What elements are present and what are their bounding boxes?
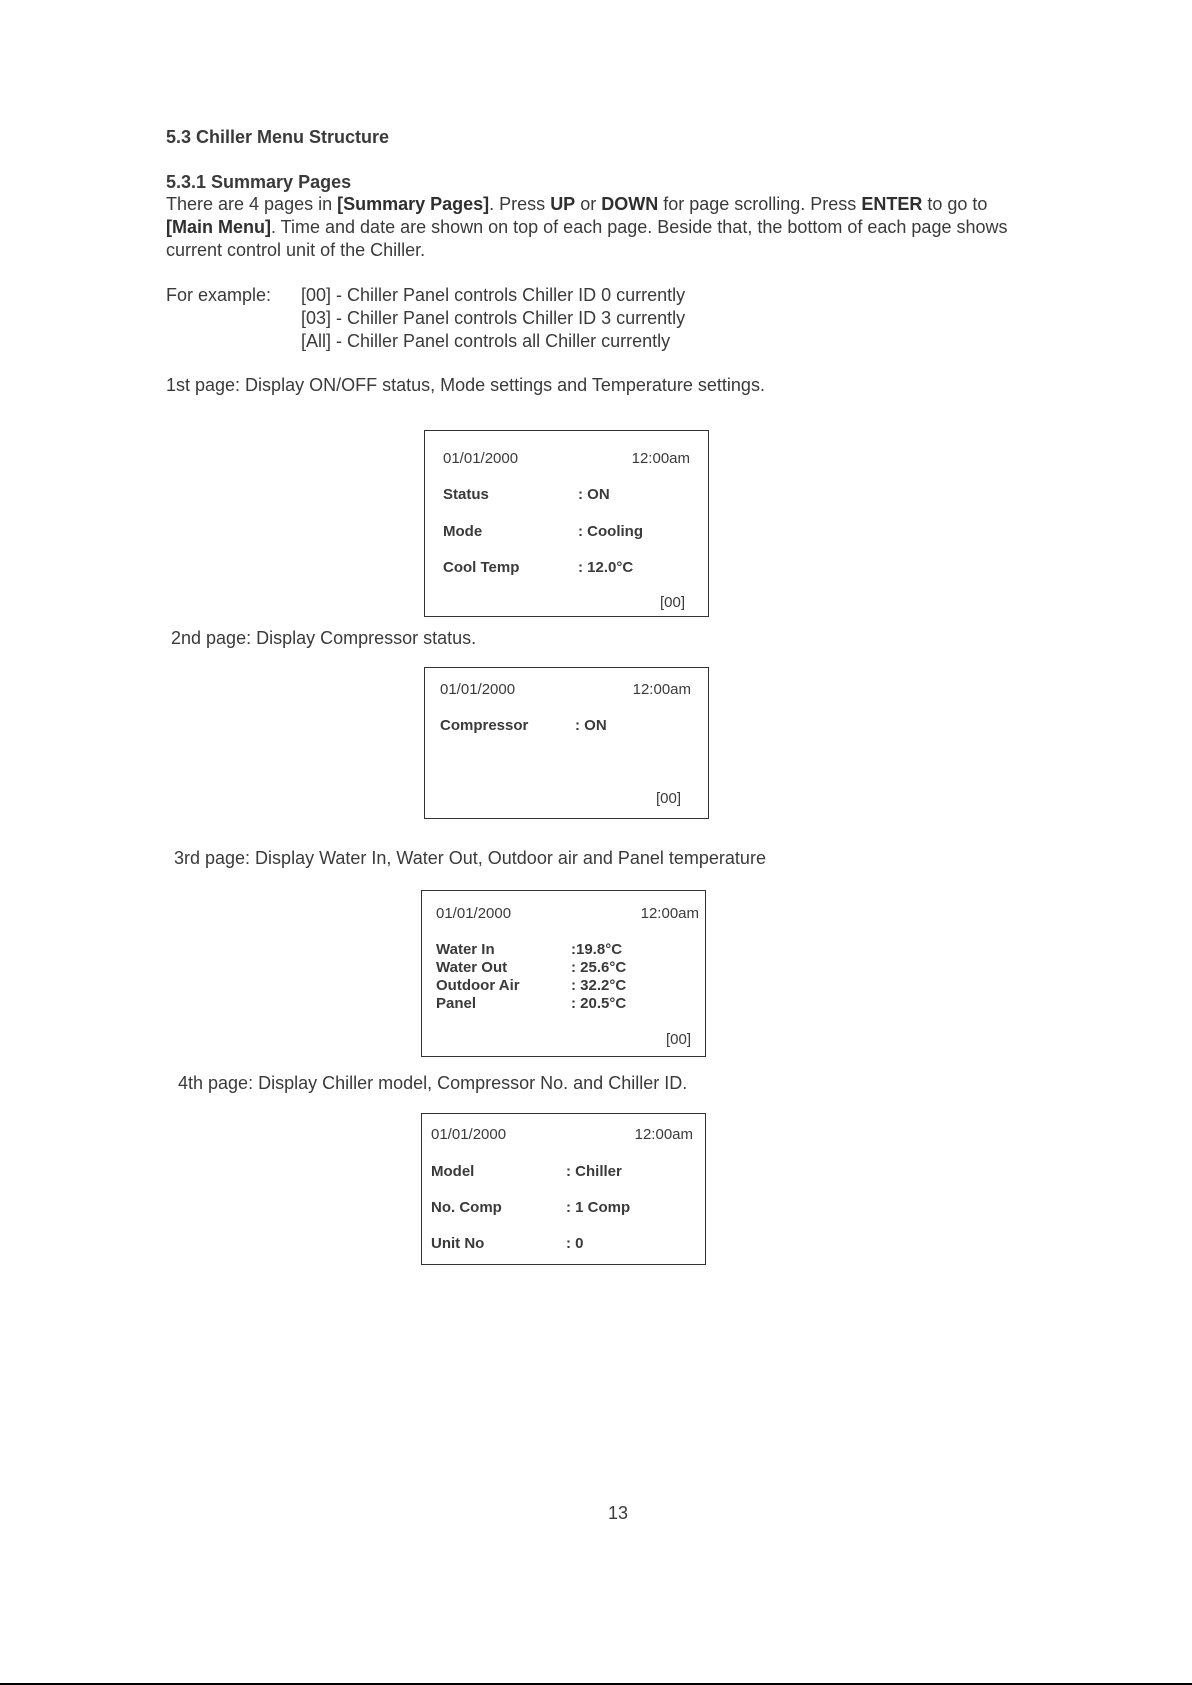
- intro-line-3: current control unit of the Chiller.: [166, 240, 426, 260]
- lcd-row-value: : Cooling: [578, 523, 643, 540]
- section-title: 5.3 Chiller Menu Structure: [166, 127, 390, 147]
- lcd-time: 12:00am: [632, 681, 691, 698]
- page-4-caption: 4th page: Display Chiller model, Compressor No. and Chiller ID.: [178, 1073, 688, 1093]
- main-menu-term: [Main Menu]: [166, 217, 271, 237]
- lcd-date: 01/01/2000: [431, 1126, 507, 1143]
- lcd-row-value: : 25.6°C: [571, 959, 627, 976]
- lcd-date: 01/01/2000: [440, 681, 516, 698]
- lcd-row-label: Cool Temp: [443, 559, 520, 576]
- lcd-row-label: Outdoor Air: [436, 977, 520, 994]
- page-3-caption: 3rd page: Display Water In, Water Out, Outdoor air and Panel temperature: [174, 848, 766, 868]
- intro-text: . Press: [489, 194, 551, 214]
- example-label: For example:: [166, 285, 272, 305]
- example-item: [03] - Chiller Panel controls Chiller ID 3 currently: [301, 308, 686, 328]
- summary-pages-term: [Summary Pages]: [337, 194, 490, 214]
- page-number: 13: [608, 1503, 629, 1523]
- lcd-row-value: : ON: [578, 486, 610, 503]
- intro-text: . Time and date are shown on top of each page. Beside that, the bottom of each page shows: [271, 217, 1008, 237]
- lcd-screen-page-4: [421, 1113, 706, 1265]
- example-item: [00] - Chiller Panel controls Chiller ID 0 currently: [301, 285, 686, 305]
- lcd-row-value: : 32.2°C: [571, 977, 627, 994]
- intro-text: to go to: [922, 194, 988, 214]
- lcd-control-unit: [00]: [659, 594, 685, 611]
- lcd-time: 12:00am: [634, 1126, 693, 1143]
- lcd-row-label: Mode: [443, 523, 483, 540]
- intro-line-2: [166, 216, 1008, 239]
- intro-text: for page scrolling. Press: [658, 194, 862, 214]
- subsection-title: 5.3.1 Summary Pages: [166, 172, 352, 192]
- lcd-row-value: : 1 Comp: [566, 1199, 631, 1216]
- intro-text: There are 4 pages in: [166, 194, 338, 214]
- lcd-row-value: : 12.0°C: [578, 559, 634, 576]
- lcd-row-label: No. Comp: [431, 1199, 502, 1216]
- lcd-time: 12:00am: [640, 905, 699, 922]
- lcd-row-value: : Chiller: [566, 1163, 622, 1180]
- lcd-control-unit: [00]: [655, 790, 681, 807]
- lcd-screen-page-1: [424, 430, 709, 617]
- lcd-row-value: : 20.5°C: [571, 995, 627, 1012]
- lcd-row-value: :19.8°C: [571, 941, 623, 958]
- intro-line-1: [166, 193, 987, 216]
- lcd-row-value: : ON: [575, 717, 607, 734]
- lcd-row-label: Unit No: [431, 1235, 485, 1252]
- lcd-date: 01/01/2000: [443, 450, 519, 467]
- page-1-caption: 1st page: Display ON/OFF status, Mode settings and Temperature settings.: [166, 375, 765, 395]
- intro-text: or: [575, 194, 602, 214]
- lcd-time: 12:00am: [631, 450, 690, 467]
- lcd-row-label: Panel: [436, 995, 477, 1012]
- lcd-screen-page-3: [421, 890, 706, 1057]
- up-key-term: UP: [550, 194, 576, 214]
- example-item: [All] - Chiller Panel controls all Chiller currently: [301, 331, 671, 351]
- lcd-date: 01/01/2000: [436, 905, 512, 922]
- lcd-row-label: Water In: [436, 941, 495, 958]
- lcd-row-value: : 0: [566, 1235, 584, 1252]
- lcd-row-label: Status: [443, 486, 489, 503]
- lcd-control-unit: [00]: [665, 1031, 691, 1048]
- lcd-screen-page-2: [424, 667, 709, 819]
- page-2-caption: 2nd page: Display Compressor status.: [171, 628, 477, 648]
- enter-key-term: ENTER: [861, 194, 923, 214]
- down-key-term: DOWN: [601, 194, 659, 214]
- lcd-row-label: Model: [431, 1163, 475, 1180]
- lcd-row-label: Compressor: [440, 717, 529, 734]
- lcd-row-label: Water Out: [436, 959, 508, 976]
